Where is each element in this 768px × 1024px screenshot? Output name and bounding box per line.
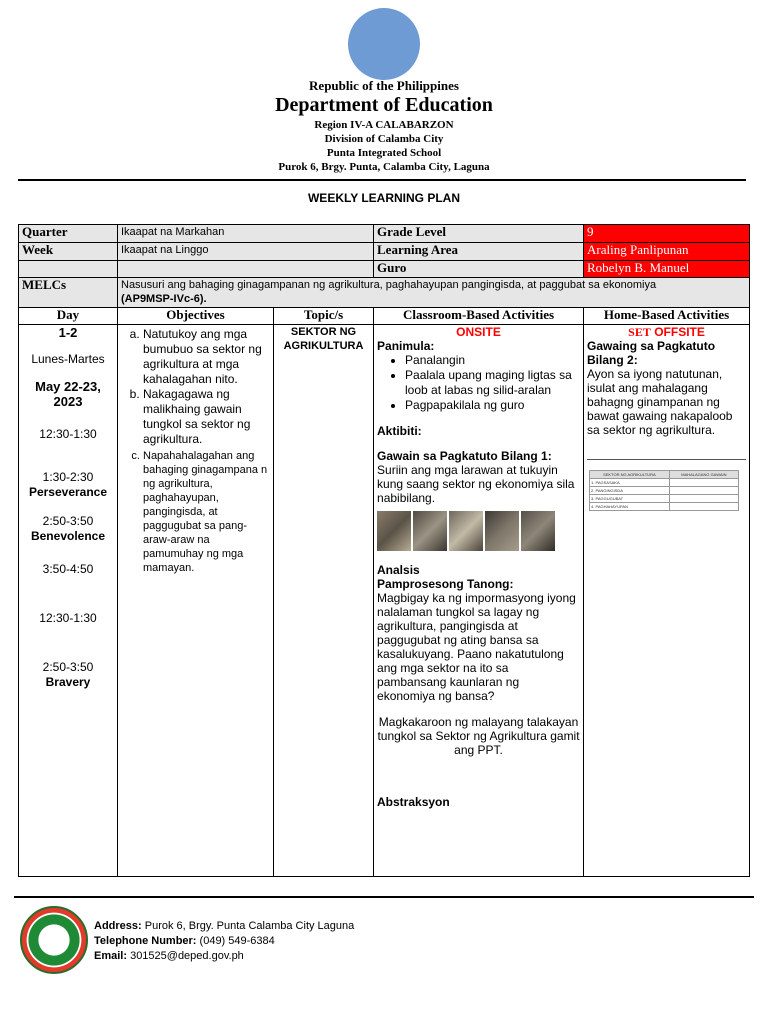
time-slot: 2:50-3:50 [42, 660, 94, 674]
footer-address [94, 920, 354, 932]
phone-label: Telephone Number: [94, 935, 197, 947]
address-label: Address: [94, 920, 142, 932]
abstraksyon-heading: Abstraksyon [377, 795, 450, 809]
panimula-list [377, 353, 580, 413]
division-line: Division of Calamba City [324, 133, 444, 145]
grade-level-value: 9 [584, 225, 750, 243]
date-line-2: 2023 [53, 394, 83, 409]
objective-item: b. Nakagagawa ng malikhaing gawain tungkol sa sektor ng agrikultura. [143, 387, 270, 447]
panimula-item: • Panalangin [405, 353, 580, 368]
pamprosesong-question: Magbigay ka ng impormasyong iyong nalalaman tungkol sa lagay ng agrikultura, pangingisda at paggugubat ng ating bansa sa kasalukuyang. Paano nakatutulong ang mga sektor na ito sa pambansang kaunlaran ng ekonomiya ng bansa? [377, 591, 576, 703]
set-offsite-label [587, 325, 746, 339]
answer-line [587, 459, 746, 460]
melcs-value [118, 278, 750, 308]
school-line: Punta Integrated School [326, 147, 442, 159]
header-divider [18, 179, 746, 181]
learning-area-value: Araling Panlipunan [584, 243, 750, 261]
gawain-2-title: Gawaing sa Pagkatuto Bilang 2: [587, 339, 716, 367]
forestry-photo [485, 511, 519, 551]
panimula-item: • Pagpapakilala ng guro [405, 398, 580, 413]
panimula-item: • Paalala upang maging ligtas sa loob at labas ng silid-aralan [405, 368, 580, 398]
onsite-label: ONSITE [456, 325, 501, 339]
date-line-1: May 22-23, [35, 379, 101, 394]
region-line: Region IV-A CALABARZON [314, 119, 454, 131]
col-home: Home-Based Activities [584, 308, 750, 325]
phone-value: (049) 549-6384 [196, 935, 275, 947]
gawain-1-text: Suriin ang mga larawan at tukuyin kung saang sektor ng ekonomiya sila nabibilang. [377, 463, 575, 505]
talakayan-text: Magkakaroon ng malayang talakayan tungkol sa Sektor ng Agrikultura gamit ang PPT. [377, 715, 580, 757]
footer-phone [94, 935, 275, 947]
plan-title: WEEKLY LEARNING PLAN [307, 191, 460, 205]
quarter-label: Quarter [19, 225, 118, 243]
email-value: 301525@deped.gov.ph [127, 950, 244, 962]
agriculture-photo [377, 511, 411, 551]
topic-cell: SEKTOR NG AGRIKULTURA [274, 325, 374, 877]
grade-level-label: Grade Level [374, 225, 584, 243]
time-slot: 2:50-3:50 [42, 514, 94, 528]
farming-photo [521, 511, 555, 551]
set-word: SET [628, 325, 651, 339]
col-day: Day [19, 308, 118, 325]
department-heading: Department of Education [275, 94, 493, 116]
mini-row-answer [669, 487, 738, 495]
livestock-photo [449, 511, 483, 551]
school-logo [20, 906, 88, 974]
offsite-word: OFFSITE [650, 325, 705, 339]
fishing-photo [413, 511, 447, 551]
gawain-2-text: Ayon sa iyong natutunan, isulat ang mahalagang bahagng ginampanan ng bawat gawaing nakapaloob sa sektor ng agrikultura. [587, 367, 733, 437]
mini-row-answer [669, 503, 738, 511]
melcs-text: Nasusuri ang bahaging ginagampanan ng agrikultura, paghahayupan pangingisda, at paggubat sa ekonomiya [121, 279, 657, 291]
week-label: Week [19, 243, 118, 261]
objective-item: a. Natutukoy ang mga bumubuo sa sektor ng agrikultura at mga kahalagahan nito. [143, 327, 270, 387]
time-slot: 12:30-1:30 [39, 427, 97, 441]
melcs-label: MELCs [19, 278, 118, 308]
email-label: Email: [94, 950, 128, 962]
section-name: Bravery [45, 675, 91, 689]
sector-answer-table [589, 470, 739, 511]
weekly-plan-table [18, 224, 750, 877]
day-cell [19, 325, 118, 877]
objectives-cell [118, 325, 274, 877]
col-objectives: Objectives [118, 308, 274, 325]
melcs-code: (AP9MSP-IVc-6). [121, 293, 207, 305]
analisis-heading: Analsis [377, 563, 420, 577]
school-address-line: Purok 6, Brgy. Punta, Calamba City, Laguna [278, 161, 490, 173]
time-slot: 3:50-4:50 [42, 562, 94, 576]
address-value: Purok 6, Brgy. Punta Calamba City Laguna [141, 920, 355, 932]
objectives-list [121, 327, 270, 575]
sector-photos [377, 511, 580, 551]
footer-divider [14, 896, 754, 898]
republic-heading: Republic of the Philippines [309, 78, 459, 93]
section-name: Perseverance [28, 485, 108, 499]
learning-area-label: Learning Area [374, 243, 584, 261]
mini-header: MAHALAGANG GAWAIN [669, 471, 738, 479]
section-name: Benevolence [30, 529, 106, 543]
col-classroom: Classroom-Based Activities [374, 308, 584, 325]
time-slot: 12:30-1:30 [39, 611, 97, 625]
home-activities-cell [584, 325, 750, 877]
mini-row-label: 1. PAGSASAKA [590, 479, 670, 487]
day-numbers: 1-2 [58, 325, 78, 340]
mini-row-label: 4. PAGHAHAYUPAN [590, 503, 670, 511]
quarter-value: Ikaapat na Markahan [118, 225, 374, 243]
deped-seal [348, 8, 420, 80]
time-slot: 1:30-2:30 [42, 470, 94, 484]
objective-item: c. Napahahalagahan ang bahaging ginagampana n ng agrikultura, paghahayupan, pangingisda, at paggugubat sa pang-araw-araw na pamumuhay ng mga mamayan. [143, 449, 270, 575]
classroom-activities-cell [374, 325, 584, 877]
mini-row-answer [669, 495, 738, 503]
mini-header: SEKTOR NG AGRIKULTURA [590, 471, 670, 479]
week-value: Ikaapat na Linggo [118, 243, 374, 261]
col-topics: Topic/s [274, 308, 374, 325]
mini-row-label: 2. PANGINGISDA [590, 487, 670, 495]
mini-row-answer [669, 479, 738, 487]
weekday: Lunes-Martes [31, 352, 105, 366]
footer-email [94, 950, 244, 962]
panimula-heading: Panimula: [377, 339, 435, 353]
guro-value: Robelyn B. Manuel [584, 261, 750, 278]
guro-label: Guro [374, 261, 584, 278]
pamprosesong-heading: Pamprosesong Tanong: [377, 577, 514, 591]
gawain-1 [377, 449, 580, 505]
aktibiti-heading: Aktibiti: [377, 424, 422, 438]
mini-row-label: 3. PAGGUGUBAT [590, 495, 670, 503]
gawain-1-title: Gawain sa Pagkatuto Bilang 1: [377, 449, 552, 463]
